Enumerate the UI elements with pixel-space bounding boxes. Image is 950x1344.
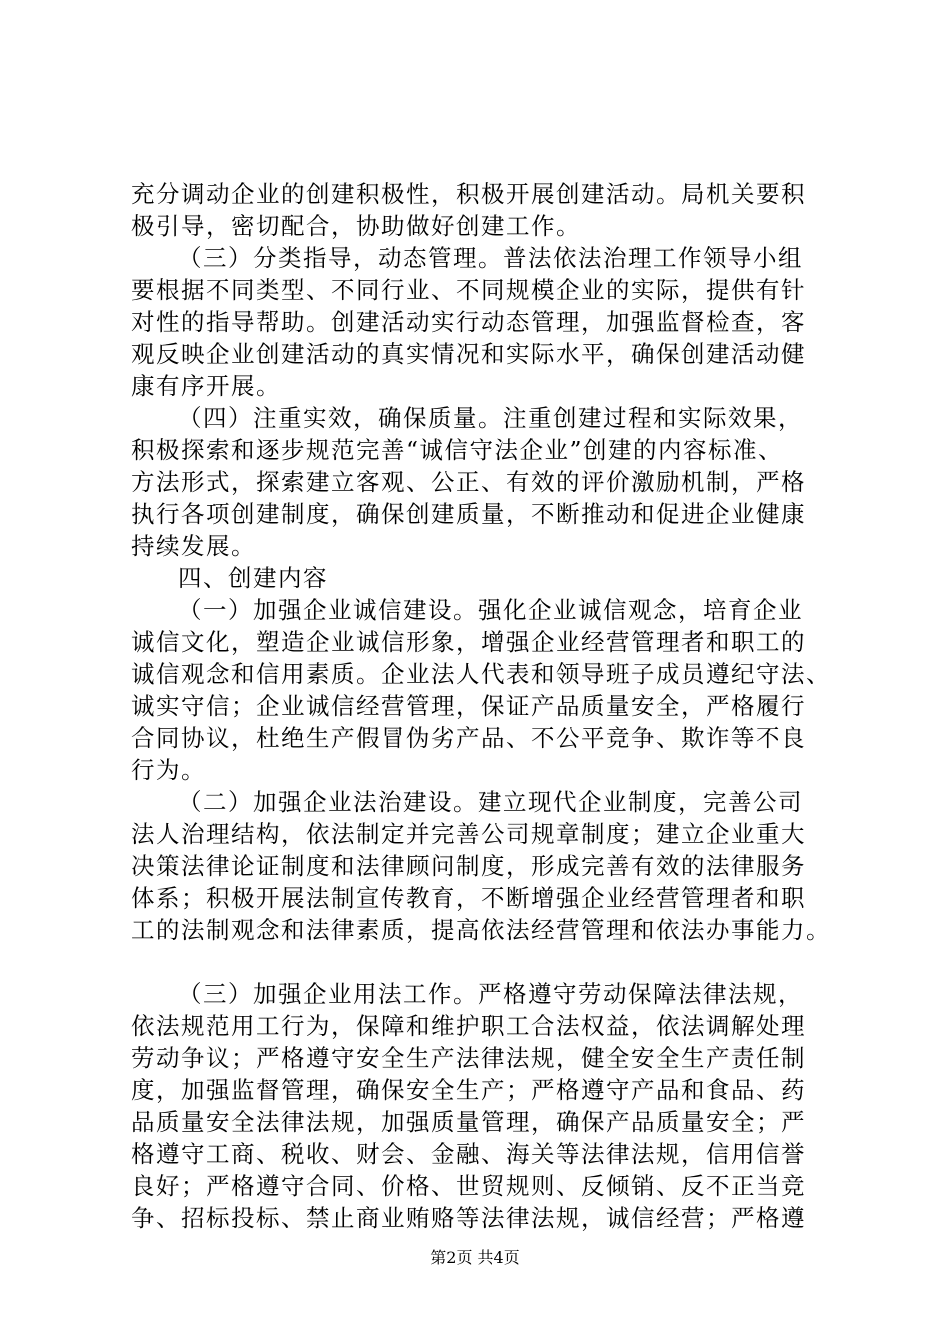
text-line: 康有序开展。 <box>131 372 281 400</box>
text-line: 体系；积极开展法制宣传教育，不断增强企业经营管理者和职 <box>131 884 806 912</box>
text-line: 四、创建内容 <box>178 564 328 592</box>
text-line: 法人治理结构，依法制定并完善公司规章制度；建立企业重大 <box>131 820 806 848</box>
paragraph <box>131 242 831 402</box>
text-line: 诚实守信；企业诚信经营管理，保证产品质量安全，严格履行 <box>131 692 806 720</box>
text-line: （四）注重实效，确保质量。注重创建过程和实际效果， <box>178 404 803 432</box>
text-line: 诚信文化，塑造企业诚信形象，增强企业经营管理者和职工的 <box>131 628 806 656</box>
text-line: 劳动争议；严格遵守安全生产法律法规，健全安全生产责任制 <box>131 1044 806 1072</box>
text-line: 积极探索和逐步规范完善“诚信守法企业”创建的内容标准、 <box>131 436 784 464</box>
paragraph <box>131 562 831 594</box>
text-line: 持续发展。 <box>131 532 256 560</box>
text-line: 对性的指导帮助。创建活动实行动态管理，加强监督检查，客 <box>131 308 806 336</box>
text-line: 良好；严格遵守合同、价格、世贸规则、反倾销、反不正当竞 <box>131 1172 806 1200</box>
text-line: 工的法制观念和法律素质，提高依法经营管理和依法办事能力。 <box>131 916 831 944</box>
text-line: 决策法律论证制度和法律顾问制度，形成完善有效的法律服务 <box>131 852 806 880</box>
text-line: 格遵守工商、税收、财会、金融、海关等法律法规，信用信誉 <box>131 1140 806 1168</box>
page-footer: 第2页 共4页 <box>430 1248 520 1267</box>
paragraph <box>131 178 831 242</box>
text-line: 极引导，密切配合，协助做好创建工作。 <box>131 212 581 240</box>
text-line: 要根据不同类型、不同行业、不同规模企业的实际，提供有针 <box>131 276 806 304</box>
text-line: （三）分类指导，动态管理。普法依法治理工作领导小组 <box>178 244 803 272</box>
text-line: 诚信观念和信用素质。企业法人代表和领导班子成员遵纪守法、 <box>131 660 831 688</box>
paragraph <box>131 402 831 562</box>
text-line: （三）加强企业用法工作。严格遵守劳动保障法律法规， <box>178 980 803 1008</box>
text-line: 行为。 <box>131 756 206 784</box>
text-line: 充分调动企业的创建积极性，积极开展创建活动。局机关要积 <box>131 180 806 208</box>
paragraph <box>131 786 831 946</box>
text-line: 度，加强监督管理，确保安全生产；严格遵守产品和食品、药 <box>131 1076 806 1104</box>
text-line: 争、招标投标、禁止商业贿赂等法律法规，诚信经营；严格遵 <box>131 1204 806 1232</box>
paragraph <box>131 594 831 786</box>
text-line: （一）加强企业诚信建设。强化企业诚信观念，培育企业 <box>178 596 803 624</box>
text-line: 品质量安全法律法规，加强质量管理，确保产品质量安全；严 <box>131 1108 806 1136</box>
text-line: （二）加强企业法治建设。建立现代企业制度，完善公司 <box>178 788 803 816</box>
text-line: 方法形式，探索建立客观、公正、有效的评价激励机制，严格 <box>131 468 806 496</box>
text-line: 合同协议，杜绝生产假冒伪劣产品、不公平竞争、欺诈等不良 <box>131 724 806 752</box>
document-body <box>131 178 831 1234</box>
paragraph <box>131 978 831 1234</box>
text-line: 执行各项创建制度，确保创建质量，不断推动和促进企业健康 <box>131 500 806 528</box>
text-line: 观反映企业创建活动的真实情况和实际水平，确保创建活动健 <box>131 340 806 368</box>
text-line: 依法规范用工行为，保障和维护职工合法权益，依法调解处理 <box>131 1012 806 1040</box>
